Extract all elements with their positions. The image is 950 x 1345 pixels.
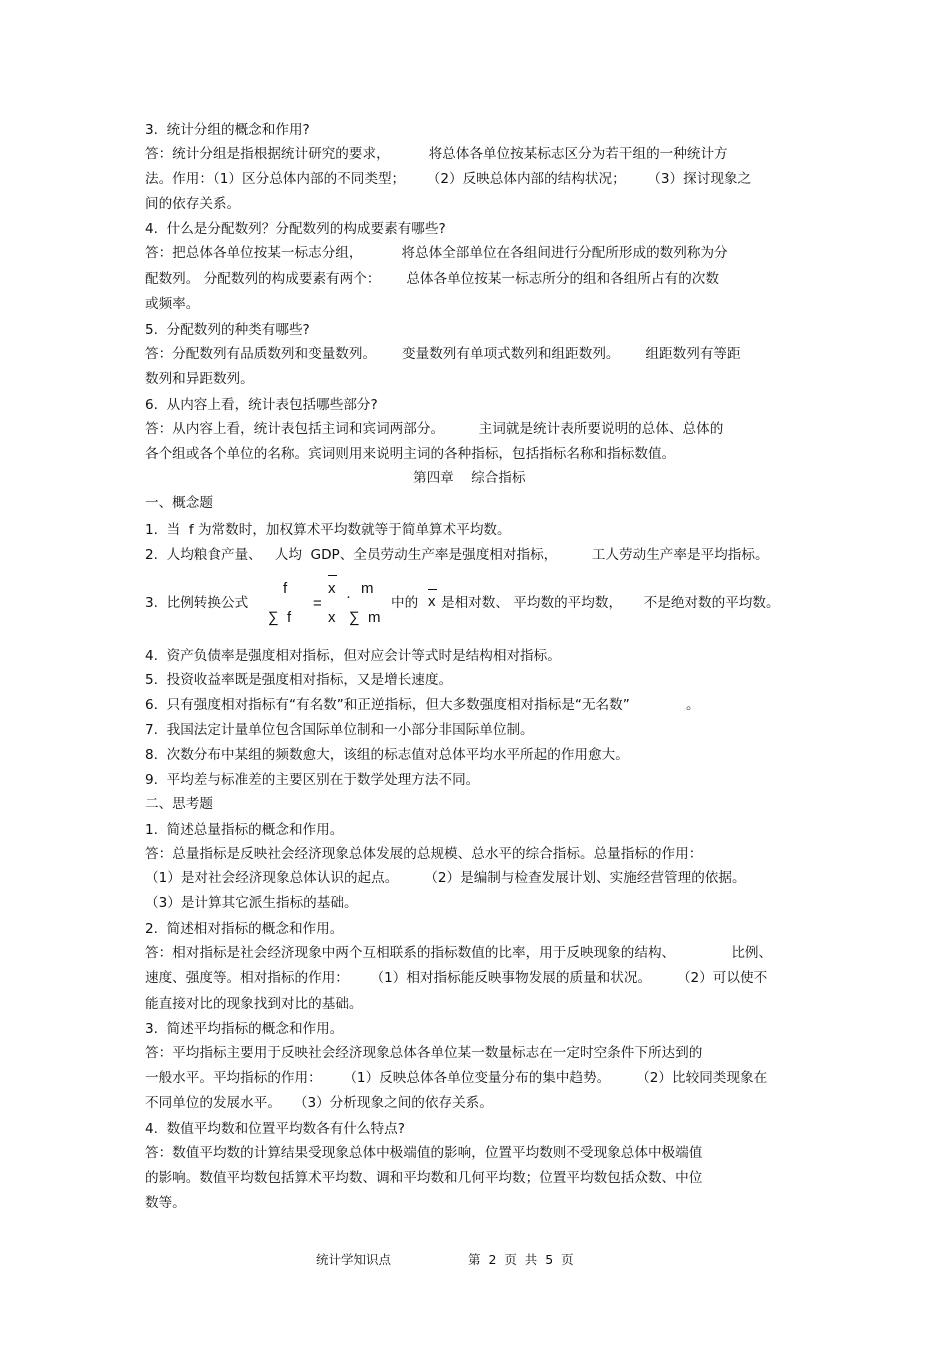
concepts-heading: 一、概念题 — [145, 495, 213, 511]
answer-3-line-1: 答：统计分组是指根据统计研究的要求， 将总体各单位按某标志区分为若干组的一种统计方 — [145, 146, 728, 162]
thinking-a2-line-1: 答：相对指标是社会经济现象中两个互相联系的指标数值的比率，用于反映现象的结构、 比例、 — [145, 945, 773, 961]
question-4: 4. 什么是分配数列？分配数列的构成要素有哪些? — [145, 221, 446, 237]
formula-mid-text: 中的 — [391, 595, 419, 611]
thinking-q4: 4. 数值平均数和位置平均数各有什么特点? — [145, 1121, 405, 1137]
formula-lhs-numerator: f — [283, 580, 288, 597]
concept-9: 9. 平均差与标准差的主要区别在于数学处理方法不同。 — [145, 772, 480, 788]
answer-6-line-1: 答：从内容上看，统计表包括主词和宾词两部分。 主词就是统计表所要说明的总体、总体的 — [145, 421, 724, 437]
thinking-a4-line-3: 数等。 — [145, 1195, 186, 1211]
answer-4-line-1: 答：把总体各单位按某一标志分组， 将总体全部单位在各组间进行分配所形成的数列称为分 — [145, 245, 728, 261]
formula-dot: · — [346, 588, 351, 605]
question-6: 6. 从内容上看，统计表包括哪些部分? — [145, 397, 378, 413]
formula-m-top: m — [361, 580, 374, 597]
thinking-q1: 1. 简述总量指标的概念和作用。 — [145, 822, 344, 838]
answer-4-line-2: 配数列。 分配数列的构成要素有两个： 总体各单位按某一标志所分的组和各组所占有的次数 — [145, 271, 719, 287]
answer-3-line-3: 间的依存关系。 — [145, 196, 241, 212]
thinking-q2: 2. 简述相对指标的概念和作用。 — [145, 921, 344, 937]
answer-4-line-3: 或频率。 — [145, 296, 200, 312]
footer-title: 统计学知识点 — [316, 1252, 392, 1267]
answer-5-line-1: 答：分配数列有品质数列和变量数列。 变量数列有单项式数列和组距数列。 组距数列有等距 — [145, 346, 741, 362]
thinking-a1-line-3: （3）是计算其它派生指标的基础。 — [145, 895, 358, 911]
concept-3-prefix: 3. 比例转换公式 — [145, 595, 249, 611]
thinking-a3-line-2: 一般水平。平均指标的作用： （1）反映总体各单位变量分布的集中趋势。 （2）比较同类现象在 — [145, 1070, 768, 1086]
thinking-a4-line-2: 的影响。数值平均数包括算术平均数、调和平均数和几何平均数；位置平均数包括众数、中位 — [145, 1170, 703, 1186]
thinking-q3: 3. 简述平均指标的概念和作用。 — [145, 1021, 344, 1037]
thinking-a2-line-3: 能直接对比的现象找到对比的基础。 — [145, 996, 363, 1012]
formula-xbar: x — [428, 593, 436, 610]
formula-x-top: x — [328, 580, 336, 597]
concept-4: 4. 资产负债率是强度相对指标，但对应会计等式时是结构相对指标。 — [145, 648, 561, 664]
thinking-a1-line-2: （1）是对社会经济现象总体认识的起点。 （2）是编制与检查发展计划、实施经营管理的依据。 — [145, 870, 746, 886]
thinking-a3-line-3: 不同单位的发展水平。 （3）分析现象之间的依存关系。 — [145, 1095, 493, 1111]
footer-page-number: 第 2 页 共 5 页 — [468, 1252, 574, 1267]
formula-x-bottom: x — [328, 609, 336, 626]
thinking-a3-line-1: 答：平均指标主要用于反映社会经济现象总体各单位某一数量标志在一定时空条件下所达到的 — [145, 1045, 703, 1061]
formula-lhs-denominator: ∑ f — [268, 609, 292, 626]
concept-7: 7. 我国法定计量单位包含国际单位制和一小部分非国际单位制。 — [145, 722, 534, 738]
answer-3-line-2: 法。作用：（1）区分总体内部的不同类型； （2）反映总体内部的结构状况； （3）探讨现象之 — [145, 171, 752, 187]
formula-xbar-top-overline — [328, 575, 337, 576]
thinking-a4-line-1: 答：数值平均数的计算结果受现象总体中极端值的影响，位置平均数则不受现象总体中极端值 — [145, 1145, 703, 1161]
thinking-a2-line-2: 速度、强度等。相对指标的作用： （1）相对指标能反映事物发展的质量和状况。 （2）可以使不 — [145, 970, 768, 986]
chapter-title: 第四章 综合指标 — [413, 470, 526, 486]
question-3: 3. 统计分组的概念和作用? — [145, 122, 310, 138]
formula-equals: = — [313, 595, 322, 612]
concept-1: 1. 当 f 为常数时，加权算术平均数就等于简单算术平均数。 — [145, 522, 511, 538]
concept-2: 2. 人均粮食产量、 人均 GDP、全员劳动生产率是强度相对指标， 工人劳动生产率是平均指标。 — [145, 547, 769, 563]
thinking-a1-line-1: 答：总量指标是反映社会经济现象总体发展的总规模、总水平的综合指标。总量指标的作用： — [145, 846, 703, 862]
formula-rhs-denominator: ∑ m — [349, 609, 381, 626]
concept-8: 8. 次数分布中某组的频数愈大，该组的标志值对总体平均水平所起的作用愈大。 — [145, 747, 629, 763]
answer-5-line-2: 数列和异距数列。 — [145, 371, 254, 387]
question-5: 5. 分配数列的种类有哪些? — [145, 322, 310, 338]
concept-5: 5. 投资收益率既是强度相对指标，又是增长速度。 — [145, 672, 453, 688]
concept-6: 6. 只有强度相对指标有“有名数”和正逆指标，但大多数强度相对指标是“无名数” 。 — [145, 697, 700, 713]
concept-3-suffix: 是相对数、 平均数的平均数， 不是绝对数的平均数。 — [441, 595, 780, 611]
answer-6-line-2: 各个组或各个单位的名称。宾词则用来说明主词的各种指标，包括指标名称和指标数值。 — [145, 446, 676, 462]
formula-xbar-overline — [428, 589, 437, 590]
thinking-heading: 二、思考题 — [145, 796, 213, 812]
